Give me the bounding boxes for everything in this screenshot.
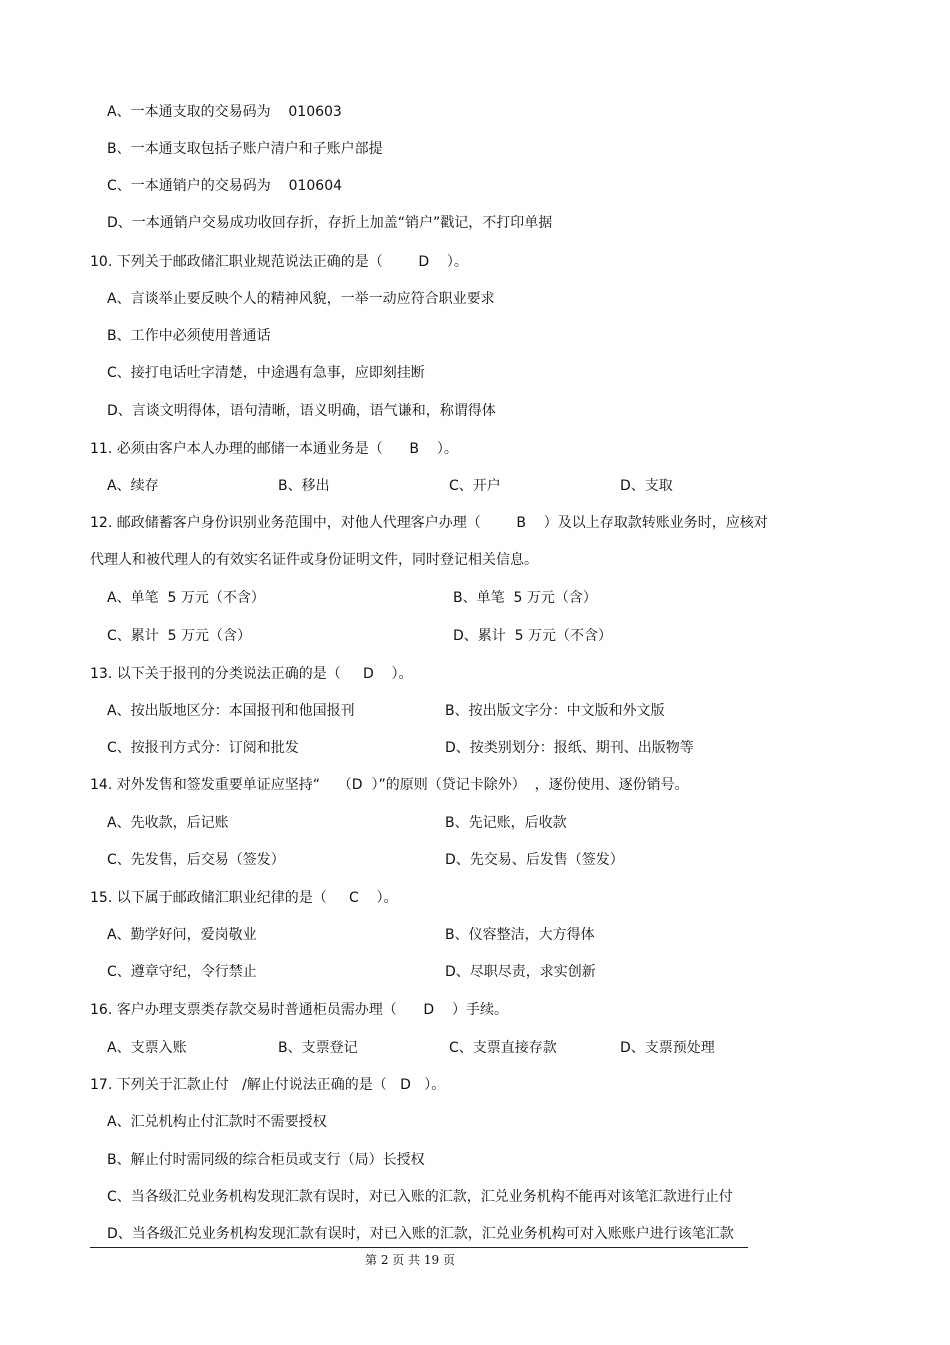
q15-option-d: D、尽职尽责，求实创新 <box>445 964 596 980</box>
q9-option-c: C、一本通销户的交易码为 010604 <box>107 178 343 194</box>
q17-option-b: B、解止付时需同级的综合柜员或支行（局）长授权 <box>107 1152 425 1168</box>
q13-option-a: A、按出版地区分：本国报刊和他国报刊 <box>107 703 355 719</box>
q10-option-d: D、言谈文明得体，语句清晰，语义明确，语气谦和，称谓得体 <box>107 403 496 419</box>
q17-option-d: D、当各级汇兑业务机构发现汇款有误时，对已入账的汇款，汇兑业务机构可对入账账户进行该笔汇款 <box>107 1226 734 1242</box>
q13-option-b: B、按出版文字分：中文版和外文版 <box>445 703 665 719</box>
q9-option-a: A、一本通支取的交易码为 010603 <box>107 104 342 120</box>
page-footer: 第 2 页 共 19 页 <box>365 1253 455 1267</box>
q16-option-b: B、支票登记 <box>278 1040 358 1056</box>
q14-option-a: A、先收款，后记账 <box>107 815 229 831</box>
q17-stem: 17. 下列关于汇款止付 /解止付说法正确的是（ D ）。 <box>90 1077 446 1093</box>
q10-stem: 10. 下列关于邮政储汇职业规范说法正确的是（ D ）。 <box>90 254 468 270</box>
q12-stem-line2: 代理人和被代理人的有效实名证件或身份证明文件，同时登记相关信息。 <box>90 552 538 568</box>
q14-stem: 14. 对外发售和签发重要单证应坚持“ （D ）”的原则（贷记卡除外） ，逐份使用、逐份销号。 <box>90 777 689 793</box>
q15-stem: 15. 以下属于邮政储汇职业纪律的是（ C ）。 <box>90 890 398 906</box>
q12-stem-line1: 12. 邮政储蓄客户身份识别业务范围中，对他人代理客户办理（ B ）及以上存取款转账业务时，应核对 <box>90 515 768 531</box>
q10-option-a: A、言谈举止要反映个人的精神风貌，一举一动应符合职业要求 <box>107 291 495 307</box>
q10-option-c: C、接打电话吐字清楚，中途遇有急事，应即刻挂断 <box>107 365 425 381</box>
q9-option-b: B、一本通支取包括子账户清户和子账户部提 <box>107 141 383 157</box>
q16-stem: 16. 客户办理支票类存款交易时普通柜员需办理（ D ）手续。 <box>90 1002 508 1018</box>
q12-option-c: C、累计 5 万元（含） <box>107 628 252 644</box>
q14-option-b: B、先记账，后收款 <box>445 815 567 831</box>
q11-option-c: C、开户 <box>449 478 501 494</box>
q11-option-a: A、续存 <box>107 478 159 494</box>
q14-option-c: C、先发售，后交易（签发） <box>107 852 285 868</box>
q17-option-c: C、当各级汇兑业务机构发现汇款有误时，对已入账的汇款，汇兑业务机构不能再对该笔汇款进行止付 <box>107 1189 733 1205</box>
q15-option-a: A、勤学好问，爱岗敬业 <box>107 927 257 943</box>
q13-option-d: D、按类别划分：报纸、期刊、出版物等 <box>445 740 694 756</box>
q10-option-b: B、工作中必须使用普通话 <box>107 328 271 344</box>
q15-option-b: B、仪容整洁，大方得体 <box>445 927 595 943</box>
q16-option-d: D、支票预处理 <box>620 1040 715 1056</box>
q13-stem: 13. 以下关于报刊的分类说法正确的是（ D ）。 <box>90 666 413 682</box>
footer-divider <box>90 1247 748 1248</box>
q12-option-a: A、单笔 5 万元（不含） <box>107 590 265 606</box>
q15-option-c: C、遵章守纪，令行禁止 <box>107 964 257 980</box>
q12-option-b: B、单笔 5 万元（含） <box>453 590 597 606</box>
q11-stem: 11. 必须由客户本人办理的邮储一本通业务是（ B ）。 <box>90 441 458 457</box>
q11-option-d: D、支取 <box>620 478 673 494</box>
q11-option-b: B、移出 <box>278 478 330 494</box>
q16-option-c: C、支票直接存款 <box>449 1040 557 1056</box>
q12-option-d: D、累计 5 万元（不含） <box>453 628 613 644</box>
q16-option-a: A、支票入账 <box>107 1040 187 1056</box>
q17-option-a: A、汇兑机构止付汇款时不需要授权 <box>107 1114 327 1130</box>
q14-option-d: D、先交易、后发售（签发） <box>445 852 624 868</box>
q9-option-d: D、一本通销户交易成功收回存折，存折上加盖“销户”戳记，不打印单据 <box>107 215 553 231</box>
q13-option-c: C、按报刊方式分：订阅和批发 <box>107 740 299 756</box>
